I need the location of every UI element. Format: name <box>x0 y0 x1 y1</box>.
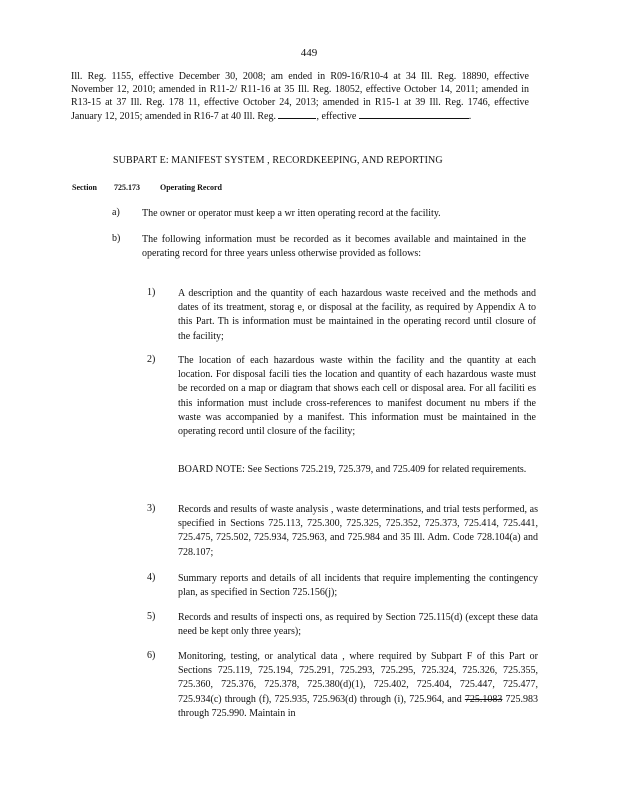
amendment-history: Ill. Reg. 1155, effective December 30, 2008; am ended in R09-16/R10-4 at 34 Ill. Reg. 18890, effective November 12, 2010; amended in R11-2/ R11-16 at 35 Ill. Reg. 18052, effective October 14, 2011; amended in R13-15 at 37 Ill. Reg. 178 11, effective October 24, 2013; amended in R15-1 at 39 Ill. Reg. 1746, effective January 12, 2015; amended in R16-7 at 40 Ill. Reg. , effective . <box>71 71 529 122</box>
subitem-label: 2) <box>147 354 156 365</box>
subitem-4-text: Summary reports and details of all incidents that require implementing the contingency plan, as specified in Section 725.156(j); <box>178 573 538 599</box>
item-a-text: The owner or operator must keep a wr itten operating record at the facility. <box>142 208 441 219</box>
board-note: BOARD NOTE: See Sections 725.219, 725.379, and 725.409 for related requirements. <box>178 464 527 475</box>
blank-line <box>359 110 469 119</box>
subitem-5-text: Records and results of inspecti ons, as required by Section 725.115(d) (except these data need be kept only three years); <box>178 612 538 638</box>
subitem-3-text: Records and results of waste analysis , waste determinations, and trial tests performed, as specified in Sections 725.113, 725.300, 725.325, 725.352, 725.373, 725.414, 725.441, 725.475, 725.502, 725.934, 725.963, and 725.984 and 35 Ill. Adm. Code 728.104(a) and 728.107; <box>178 504 538 558</box>
subpart-heading: SUBPART E: MANIFEST SYSTEM , RECORDKEEPING, AND REPORTING <box>113 155 443 166</box>
subitem-label: 6) <box>147 650 156 661</box>
subitem-6-text <box>178 650 538 721</box>
page-number: 449 <box>300 47 318 59</box>
amendment-history-text: Ill. Reg. 1155, effective December 30, 2008; am ended in R09-16/R10-4 at 34 Ill. Reg. 18890, effective November 12, 2010; amended in R11-2/ R11-16 at 35 Ill. Reg. 18052, effective October 14, 2011; amended in R13-15 at 37 Ill. Reg. 178 11, effective October 24, 2013; amended in R15-1 at 39 Ill. Reg. 1746, effective January 12, 2015; amended in R16-7 at 40 Ill. Reg. <box>71 71 529 122</box>
item-label: b) <box>112 233 121 244</box>
section-heading <box>72 183 222 192</box>
effective-text: , effective <box>316 110 357 122</box>
subitem-6-text-before: Monitoring, testing, or analytical data , where required by Subpart F of this Part or Sections 725.119, 725.194, 725.291, 725.293, 725.295, 725.324, 725.326, 725.355, 725.360, 725.376, 725.378, 725.380(d)(1), 725.402, 725.404, 725.447, 725.477, 725.934(c) through (f), 725.935, 725.963(d) through (i), 725.964, and <box>178 651 538 705</box>
subitem-2-text: The location of each hazardous waste within the facility and the quantity at each location. For disposal facili ties the location and quantity of each hazardous waste must be recorded on a map or diagram that shows each cell or disposal area. For all faciliti es this information must include cross-references to manifest document nu mbers if the waste was accompanied by a manifest. This information must be maintained in the operating record until closure of the facility; <box>178 355 536 438</box>
subitem-6-text-after: 725.983 through 725.990. Maintain in <box>178 693 539 719</box>
subitem-label: 4) <box>147 572 156 583</box>
item-b-text: The following information must be recorded as it becomes available and maintained in the operating record for three years unless otherwise provided as follows: <box>142 234 526 260</box>
section-number: 725.173 <box>114 183 140 192</box>
subitem-1-text: A description and the quantity of each hazardous waste received and the methods and dates of its treatment, storag e, or disposal at the facility, as required by Appendix A to this Part. Th is information must be maintained in the operating record until closure of the facility; <box>178 288 536 342</box>
struck-text: 725.1083 <box>464 693 503 705</box>
subitem-label: 3) <box>147 503 156 514</box>
subitem-label: 1) <box>147 287 156 298</box>
item-label: a) <box>112 207 120 218</box>
subitem-label: 5) <box>147 611 156 622</box>
section-title: Operating Record <box>160 183 222 192</box>
section-label: Section <box>72 183 97 192</box>
blank-line <box>278 110 316 119</box>
